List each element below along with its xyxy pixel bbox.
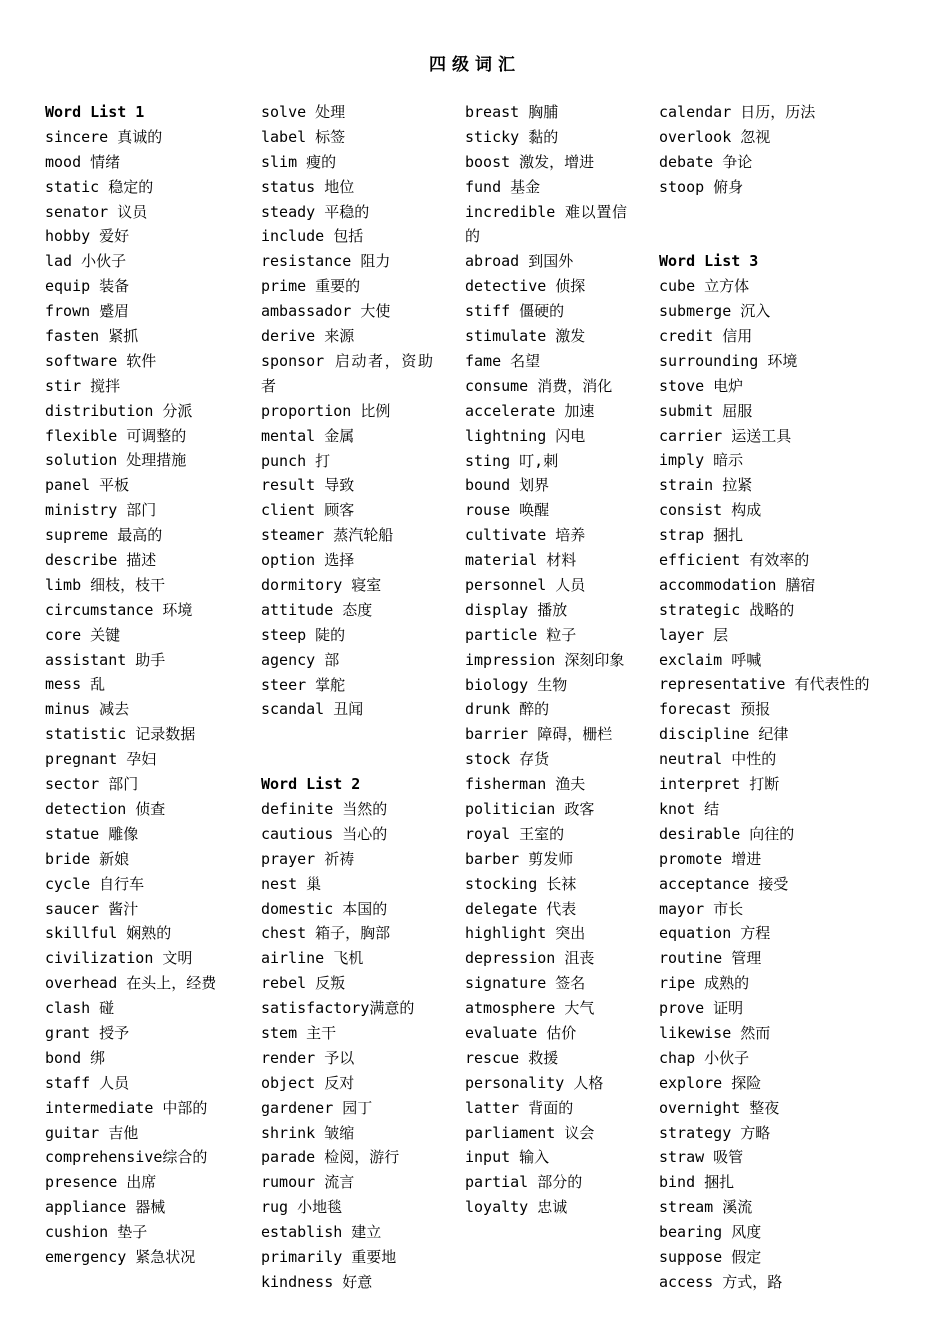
vocab-entry: proportion 比例	[261, 401, 391, 420]
vocab-entry: breast 胸脯	[465, 103, 559, 121]
vocab-entry: cultivate 培养	[465, 526, 586, 545]
vocab-entry: satisfactory满意的	[261, 999, 415, 1018]
vocab-entry: establish 建立	[261, 1223, 382, 1242]
vocab-entry: stream 溪流	[659, 1198, 753, 1217]
vocab-entry: statue 雕像	[45, 824, 139, 843]
vocab-entry: domestic 本国的	[261, 899, 388, 918]
vocab-entry: fund 基金	[465, 177, 541, 196]
vocab-entry: rouse 唤醒	[465, 501, 550, 520]
vocab-column-2	[261, 100, 433, 1295]
vocab-entry: personnel 人员	[465, 575, 586, 594]
vocab-entry: biology 生物	[465, 675, 568, 694]
vocab-entry: stem 主干	[261, 1023, 337, 1042]
vocab-entry: personality 人格	[465, 1073, 604, 1092]
page-title: 四级词汇	[429, 55, 521, 75]
vocab-entry: steamer 蒸汽轮船	[261, 526, 394, 545]
vocab-entry: input 输入	[465, 1148, 550, 1167]
vocab-entry: attitude 态度	[261, 600, 373, 619]
vocab-entry: hobby 爱好	[45, 227, 130, 246]
vocab-entry: debate 争论	[659, 152, 753, 171]
vocab-entry: layer 层	[659, 625, 729, 644]
vocab-entry: airline 飞机	[261, 949, 364, 968]
vocab-entry: label 标签	[261, 127, 346, 146]
spacer	[261, 747, 433, 772]
vocab-entry: stoop 俯身	[659, 177, 744, 196]
vocab-entry: barber 剪发师	[465, 849, 574, 868]
vocab-entry: limb 细枝，枝干	[45, 575, 166, 594]
vocab-entry: core 关键	[45, 625, 121, 644]
vocab-entry: bound 划界	[465, 476, 550, 495]
vocab-entry: steep 陡的	[261, 625, 346, 644]
vocab-entry: rug 小地毯	[261, 1198, 343, 1217]
vocab-entry: boost 激发，增进	[465, 152, 595, 171]
vocab-entry: parade 检阅，游行	[261, 1148, 400, 1167]
vocab-entry: minus 减去	[45, 700, 130, 719]
vocab-entry: interpret 打断	[659, 775, 780, 794]
vocab-entry: strain 拉紧	[659, 476, 753, 495]
vocab-entry: clash 碰	[45, 999, 115, 1018]
vocab-entry: equation 方程	[659, 924, 771, 943]
vocab-entry: option 选择	[261, 551, 355, 570]
vocab-entry: circumstance 环境	[45, 600, 193, 619]
vocab-entry: cube 立方体	[659, 277, 750, 296]
vocab-entry: solve 处理	[261, 103, 346, 121]
vocab-entry: include 包括	[261, 227, 364, 246]
vocab-entry: royal 王室的	[465, 824, 565, 843]
vocab-entry: status 地位	[261, 177, 355, 196]
vocab-entry: promote 增进	[659, 849, 762, 868]
vocab-entry: imply 暗示	[659, 451, 744, 470]
vocab-entry: senator 议员	[45, 202, 148, 221]
vocab-entry: partial 部分的	[465, 1173, 583, 1192]
vocab-entry: guitar 吉他	[45, 1123, 139, 1142]
vocab-entry: cautious 当心的	[261, 824, 388, 843]
vocab-entry: exclaim 呼喊	[659, 650, 762, 669]
vocab-entry: skillful 娴熟的	[45, 924, 172, 943]
vocab-entry: client 顾客	[261, 501, 355, 520]
word-list-heading: Word List 1	[45, 103, 145, 121]
vocab-entry: agency 部	[261, 650, 340, 669]
vocab-entry: primarily 重要地	[261, 1248, 397, 1267]
vocab-entry: evaluate 估价	[465, 1024, 577, 1043]
vocab-entry: routine 管理	[659, 949, 762, 968]
vocab-entry: nest 巢	[261, 874, 322, 893]
vocab-entry: consist 构成	[659, 501, 762, 520]
vocab-entry: render 予以	[261, 1048, 355, 1067]
vocab-entry: mayor 市长	[659, 899, 744, 918]
vocab-entry: acceptance 接受	[659, 874, 789, 893]
vocab-entry: fisherman 渔夫	[465, 775, 586, 794]
vocab-entry: staff 人员	[45, 1073, 130, 1092]
vocab-entry: steady 平稳的	[261, 202, 370, 221]
vocab-entry: carrier 运送工具	[659, 426, 792, 445]
vocab-entry: pregnant 孕妇	[45, 750, 157, 769]
vocab-entry: fame 名望	[465, 351, 541, 370]
spacer	[659, 224, 899, 249]
vocab-entry: incredible 难以置信的	[465, 202, 627, 246]
vocab-entry: gardener 园丁	[261, 1098, 373, 1117]
vocab-entry: depression 沮丧	[465, 949, 595, 968]
vocab-entry: result 导致	[261, 476, 355, 495]
vocab-entry: appliance 器械	[45, 1198, 166, 1217]
vocab-entry: lad 小伙子	[45, 252, 127, 271]
vocab-entry: stiff 僵硬的	[465, 302, 565, 321]
vocab-entry: comprehensive综合的	[45, 1148, 208, 1167]
vocab-entry: supreme 最高的	[45, 526, 163, 545]
vocab-entry: submit 屈服	[659, 401, 753, 420]
vocab-entry: sticky 黏的	[465, 127, 559, 146]
vocab-entry: kindness 好意	[261, 1272, 373, 1291]
vocab-entry: describe 描述	[45, 551, 157, 570]
vocab-entry: sponsor 启动者，资助者	[261, 351, 433, 395]
vocab-entry: parliament 议会	[465, 1123, 595, 1142]
vocab-entry: overnight 整夜	[659, 1098, 780, 1117]
spacer	[659, 200, 899, 225]
vocab-entry: saucer 酱汁	[45, 899, 139, 918]
vocab-entry: derive 来源	[261, 327, 355, 346]
vocab-entry: highlight 突出	[465, 924, 586, 943]
vocab-entry: sector 部门	[45, 775, 139, 794]
vocab-entry: calendar 日历，历法	[659, 103, 816, 121]
vocab-entry: civilization 文明	[45, 949, 193, 968]
vocab-entry: equip 装备	[45, 277, 130, 296]
vocab-entry: accelerate 加速	[465, 401, 595, 420]
vocab-entry: strap 捆扎	[659, 526, 744, 545]
vocab-entry: rebel 反叛	[261, 974, 346, 993]
vocab-entry: access 方式，路	[659, 1272, 783, 1291]
vocab-entry: grant 授予	[45, 1023, 130, 1042]
vocab-entry: desirable 向往的	[659, 824, 795, 843]
vocab-entry: distribution 分派	[45, 401, 193, 420]
vocab-entry: shrink 皱缩	[261, 1123, 355, 1142]
vocab-entry: impression 深刻印象	[465, 650, 625, 669]
vocab-entry: detection 侦查	[45, 799, 166, 818]
vocab-entry: frown 蹙眉	[45, 302, 130, 321]
vocab-entry: mess 乱	[45, 675, 106, 694]
vocab-entry: slim 瘦的	[261, 152, 337, 171]
vocab-entry: cycle 自行车	[45, 874, 145, 893]
vocab-entry: straw 吸管	[659, 1148, 744, 1167]
vocab-entry: software 软件	[45, 351, 157, 370]
vocab-entry: intermediate 中部的	[45, 1098, 208, 1117]
vocab-entry: steer 掌舵	[261, 675, 346, 694]
vocab-entry: chap 小伙子	[659, 1048, 750, 1067]
vocab-entry: detective 侦探	[465, 277, 586, 296]
vocab-entry: definite 当然的	[261, 799, 388, 818]
vocab-entry: chest 箱子，胸部	[261, 924, 391, 943]
vocab-entry: consume 消费，消化	[465, 376, 613, 395]
vocab-entry: discipline 纪律	[659, 725, 789, 744]
vocab-entry: mood 情绪	[45, 152, 121, 171]
vocab-entry: material 材料	[465, 551, 577, 570]
vocab-entry: stocking 长袜	[465, 874, 577, 893]
vocab-entry: knot 结	[659, 799, 720, 818]
vocab-entry: emergency 紧急状况	[45, 1247, 196, 1266]
vocab-entry: prayer 祈祷	[261, 849, 355, 868]
vocab-entry: politician 政客	[465, 800, 595, 819]
vocab-entry: prove 证明	[659, 999, 744, 1018]
vocab-entry: drunk 醉的	[465, 700, 550, 719]
vocab-entry: explore 探险	[659, 1073, 762, 1092]
vocab-entry: scandal 丑闻	[261, 700, 364, 719]
vocab-entry: ministry 部门	[45, 501, 157, 520]
vocab-entry: particle 粒子	[465, 625, 577, 644]
vocab-column-1	[45, 100, 235, 1270]
vocab-entry: bond 绑	[45, 1048, 106, 1067]
vocab-entry: bride 新娘	[45, 849, 130, 868]
vocab-entry: ripe 成熟的	[659, 974, 750, 993]
vocab-entry: stove 电炉	[659, 376, 744, 395]
vocab-entry: strategic 战略的	[659, 600, 795, 619]
vocab-entry: display 播放	[465, 600, 568, 619]
vocab-entry: overhead 在头上，经费	[45, 974, 217, 993]
vocab-entry: solution 处理措施	[45, 451, 187, 470]
vocab-entry: resistance 阻力	[261, 252, 391, 271]
vocab-entry: submerge 沉入	[659, 302, 771, 321]
word-list-heading: Word List 3	[659, 252, 759, 271]
vocab-entry: surrounding 环境	[659, 351, 798, 370]
vocab-entry: likewise 然而	[659, 1023, 771, 1042]
vocab-entry: rescue 救援	[465, 1048, 559, 1067]
vocab-entry: overlook 忽视	[659, 127, 771, 146]
vocab-entry: atmosphere 大气	[465, 999, 595, 1018]
vocab-entry: suppose 假定	[659, 1247, 762, 1266]
vocab-entry: latter 背面的	[465, 1098, 574, 1117]
vocab-entry: sincere 真诚的	[45, 127, 163, 146]
vocab-entry: loyalty 忠诚	[465, 1198, 568, 1217]
vocab-entry: mental 金属	[261, 426, 355, 445]
word-list-heading: Word List 2	[261, 775, 361, 794]
vocab-entry: ambassador 大使	[261, 302, 391, 321]
vocab-column-4	[659, 100, 899, 1295]
spacer	[261, 722, 433, 747]
vocab-entry: signature 签名	[465, 974, 586, 993]
vocab-entry: rumour 流言	[261, 1173, 355, 1192]
vocab-entry: fasten 紧抓	[45, 327, 139, 346]
vocab-entry: barrier 障碍，栅栏	[465, 725, 613, 744]
vocab-entry: statistic 记录数据	[45, 725, 196, 744]
vocab-entry: static 稳定的	[45, 177, 154, 196]
vocab-entry: lightning 闪电	[465, 426, 586, 445]
vocab-entry: strategy 方略	[659, 1123, 771, 1142]
vocab-entry: abroad 到国外	[465, 252, 574, 271]
vocab-entry: neutral 中性的	[659, 750, 777, 769]
vocab-entry: punch 打	[261, 451, 331, 470]
vocab-entry: panel 平板	[45, 476, 130, 495]
vocab-entry: object 反对	[261, 1073, 355, 1092]
vocab-column-3	[465, 100, 627, 1220]
vocab-entry: forecast 预报	[659, 700, 771, 719]
vocab-entry: dormitory 寝室	[261, 575, 382, 594]
vocab-entry: bind 捆扎	[659, 1173, 735, 1192]
vocab-entry: delegate 代表	[465, 899, 577, 918]
vocab-entry: stimulate 激发	[465, 327, 586, 346]
vocab-entry: flexible 可调整的	[45, 426, 187, 445]
vocab-entry: presence 出席	[45, 1173, 157, 1192]
vocab-entry: stock 存货	[465, 750, 550, 769]
vocab-entry: credit 信用	[659, 327, 753, 346]
vocab-entry: prime 重要的	[261, 277, 361, 296]
vocab-entry: representative 有代表性的	[659, 675, 870, 694]
vocab-entry: efficient 有效率的	[659, 551, 810, 570]
vocab-entry: bearing 风度	[659, 1223, 762, 1242]
vocab-entry: stir 搅拌	[45, 376, 121, 395]
vocab-entry: cushion 垫子	[45, 1223, 148, 1242]
vocab-entry: assistant 助手	[45, 650, 166, 669]
vocab-entry: accommodation 膳宿	[659, 575, 816, 594]
vocab-entry: sting 叮,刺	[465, 451, 559, 470]
